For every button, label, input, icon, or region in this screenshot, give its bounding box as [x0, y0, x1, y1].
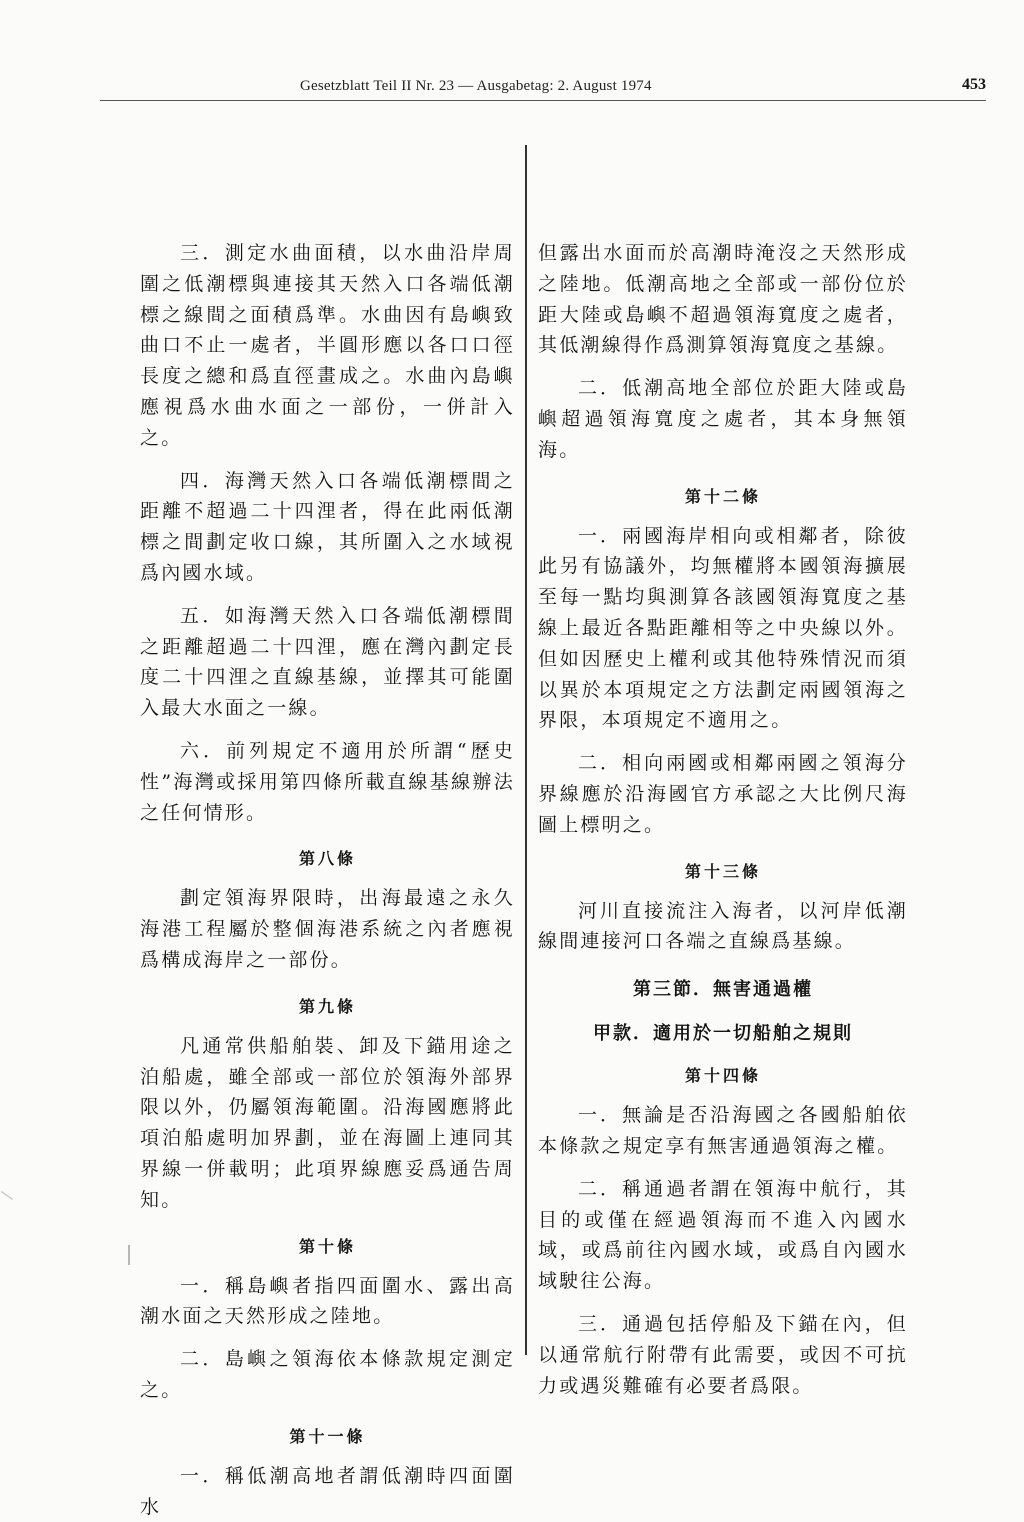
page-header [0, 70, 1024, 100]
paragraph: 二．低潮高地全部位於距大陸或島嶼超過領海寬度之處者，其本身無領海。 [538, 377, 908, 461]
section-heading: 第三節．無害通過權 [633, 979, 813, 1001]
article-heading: 第十一條 [289, 1426, 366, 1446]
header-rule [100, 100, 986, 101]
page-number: 453 [962, 76, 986, 93]
paragraph: 五．如海灣天然入口各端低潮標間之距離超過二十四浬，應在灣內劃定長度二十四浬之直線基線，並擇其可能圍入最大水面之一線。 [140, 604, 515, 720]
article-heading: 第十二條 [684, 486, 761, 506]
paragraph: 但露出水面而於高潮時淹沒之天然形成之陸地。低潮高地之全部或一部份位於距大陸或島嶼不超過領海寬度之處者，其低潮線得作爲測算領海寬度之基線。 [538, 242, 908, 357]
paragraph: 一．兩國海岸相向或相鄰者，除彼此另有協議外，均無權將本國領海擴展至每一點均與測算各該國領海寬度之基線上最近各點距離相等之中央線以外。但如因歷史上權利或其他特殊情況而須以異於本項規定之方法劃定兩國領海之界限，本項規定不適用之。 [538, 524, 908, 732]
article-heading: 第九條 [298, 996, 356, 1016]
right-column [538, 238, 908, 1401]
paragraph: 劃定領海界限時，出海最遠之永久海港工程屬於整個海港系統之內者應視爲構成海岸之一部份。 [140, 887, 515, 971]
article-heading: 第八條 [298, 849, 356, 869]
paragraph: 三．通過包括停船及下錨在內，但以通常航行附帶有此需要，或因不可抗力或遇災難確有必要者爲限。 [538, 1312, 908, 1397]
scan-speck [128, 1245, 130, 1265]
paragraph: 凡通常供船舶裝、卸及下錨用途之泊船處，雖全部或一部位於領海外部界限以外，仍屬領海範圍。沿海國應將此項泊船處明加界劃，並在海圖上連同其界線一併載明；此項界線應妥爲通告周知。 [140, 1034, 515, 1211]
paragraph: 二．島嶼之領海依本條款規定測定之。 [140, 1348, 515, 1401]
article-heading: 第十條 [298, 1236, 356, 1256]
article-heading: 第十三條 [684, 861, 761, 881]
column-divider [525, 145, 527, 1355]
paragraph: 三．測定水曲面積，以水曲沿岸周圍之低潮標與連接其天然入口各端低潮標之線間之面積爲準。水曲因有島嶼致曲口不止一處者，半圓形應以各口口徑長度之總和爲直徑畫成之。水曲內島嶼應視爲水曲水面之一部份，一併計入之。 [140, 242, 515, 449]
paragraph: 六．前列規定不適用於所謂“歷史性”海灣或採用第四條所載直線基線辦法之任何情形。 [140, 739, 515, 824]
running-title: Gesetzblatt Teil II Nr. 23 — Ausgabetag: 2. August 1974 [300, 78, 652, 94]
paragraph: 二．相向兩國或相鄰兩國之領海分界線應於沿海國官方承認之大比例尺海圖上標明之。 [538, 752, 908, 836]
article-heading: 第十四條 [684, 1066, 761, 1086]
paragraph: 四．海灣天然入口各端低潮標間之距離不超過二十四浬者，得在此兩低潮標之間劃定收口線，其所圍入之水域視爲內國水域。 [140, 469, 515, 584]
paragraph: 一．無論是否沿海國之各國船舶依本條款之規定享有無害通過領海之權。 [538, 1104, 908, 1157]
left-column [140, 238, 515, 1522]
subsection-heading: 甲款．適用於一切船舶之規則 [593, 1023, 853, 1045]
paragraph: 河川直接流注入海者，以河岸低潮線間連接河口各端之直線爲基線。 [538, 899, 908, 953]
paragraph: 一．稱低潮高地者謂低潮時四面圍水 [140, 1464, 515, 1518]
scan-speck [1, 1191, 13, 1200]
paragraph: 二．稱通過者謂在領海中航行，其目的或僅在經過領海而不進入內國水域，或爲前往內國水域，或爲自內國水域駛往公海。 [538, 1177, 908, 1293]
paragraph: 一．稱島嶼者指四面圍水、露出高潮水面之天然形成之陸地。 [140, 1274, 515, 1328]
